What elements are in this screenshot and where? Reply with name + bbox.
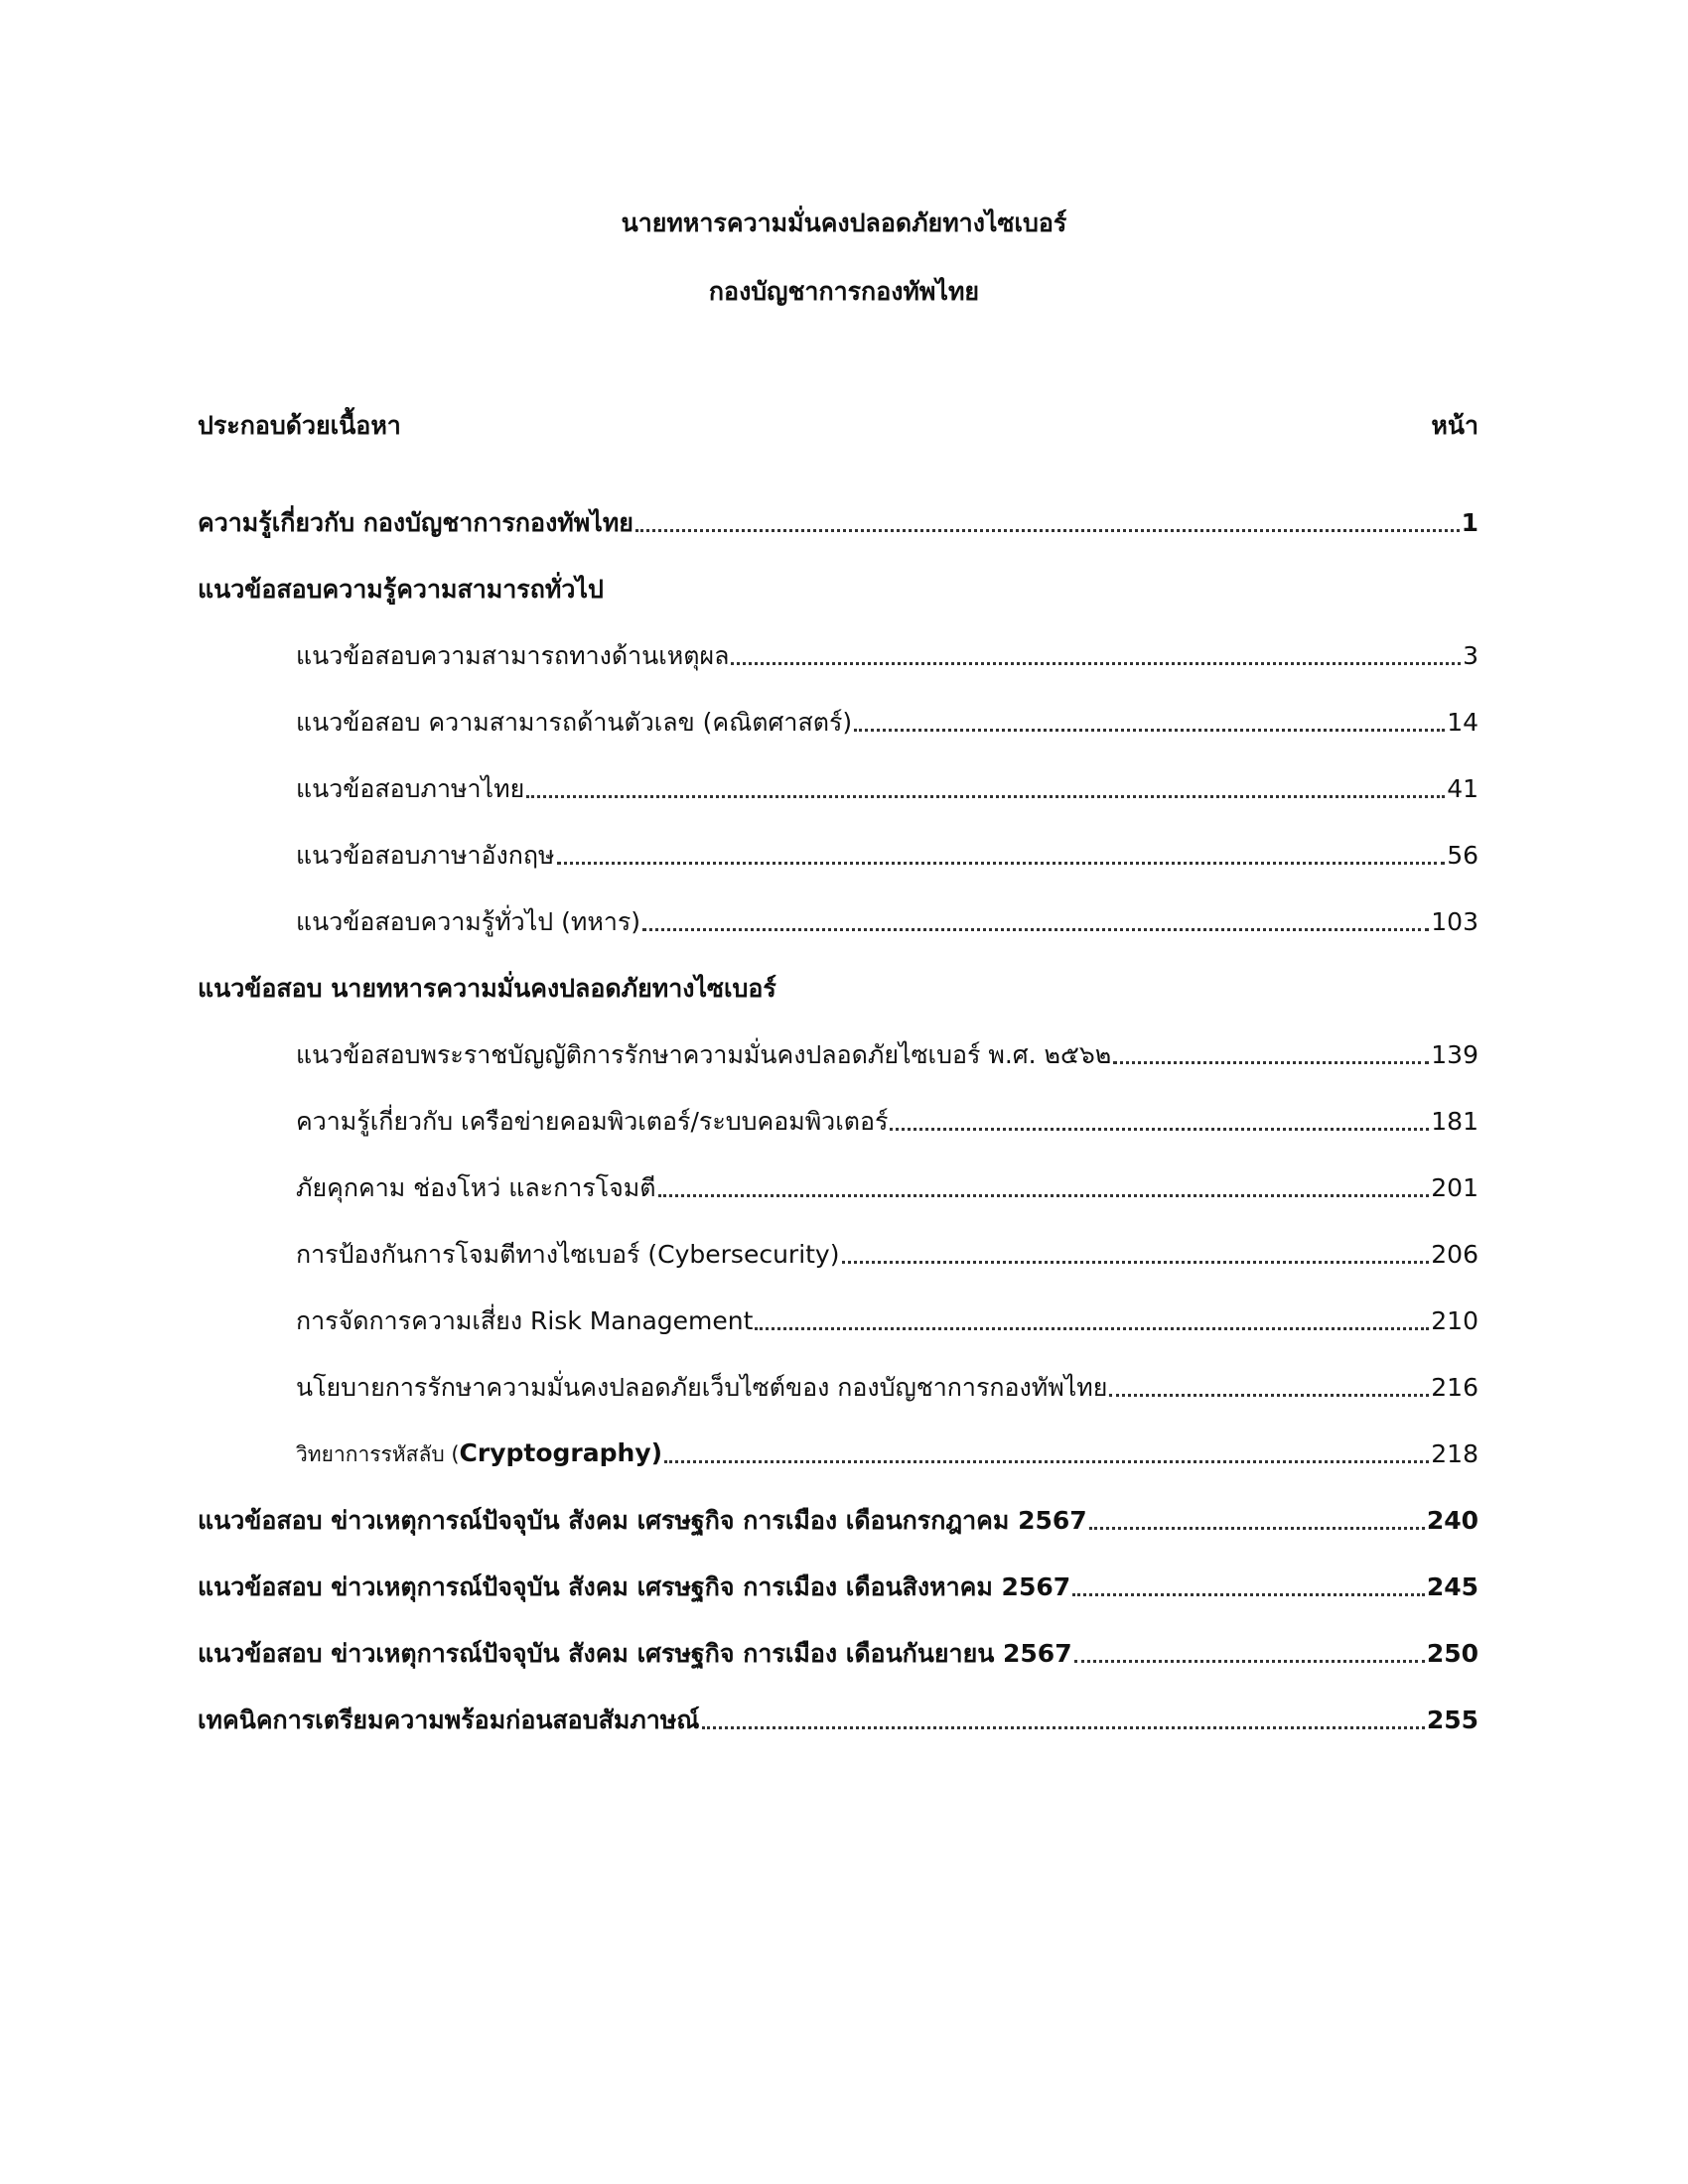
document-title: นายทหารความมั่นคงปลอดภัยทางไซเบอร์ — [621, 208, 1067, 237]
toc-page-number: 1 — [1461, 508, 1478, 537]
toc-page-number: 206 — [1431, 1240, 1478, 1269]
toc-entry-label: แนวข้อสอบความสามารถทางด้านเหตุผล — [296, 641, 730, 670]
toc-page-number: 139 — [1431, 1040, 1478, 1069]
toc-page-number: 250 — [1426, 1639, 1478, 1668]
toc-entry-interview-techniques — [198, 1702, 1478, 1737]
toc-entry-label: แนวข้อสอบ ข่าวเหตุการณ์ปัจจุบัน สังคม เศรษฐกิจ การเมือง เดือนสิงหาคม 2567 — [198, 1572, 1071, 1601]
toc-entry-news-august — [198, 1569, 1478, 1604]
toc-entry-label: การป้องกันการโจมตีทางไซเบอร์ (Cybersecurity) — [296, 1240, 840, 1269]
toc-leader-dots — [1113, 1061, 1429, 1064]
document-subtitle: กองบัญชาการกองทัพไทย — [708, 277, 980, 306]
toc-entry-risk-management — [296, 1302, 1478, 1338]
toc-entry-label: ความรู้เกี่ยวกับ กองบัญชาการกองทัพไทย — [198, 508, 633, 537]
toc-entry-label: แนวข้อสอบ ข่าวเหตุการณ์ปัจจุบัน สังคม เศรษฐกิจ การเมือง เดือนกรกฎาคม 2567 — [198, 1506, 1087, 1535]
toc-section-label: แนวข้อสอบความรู้ความสามารถทั่วไป — [198, 575, 604, 604]
toc-entry-label-strong: Cryptography) — [459, 1438, 663, 1467]
toc-page-number: 181 — [1431, 1107, 1478, 1136]
toc-entry-label: การจัดการความเสี่ยง Risk Management — [296, 1306, 754, 1335]
page-column-heading: หน้า — [1431, 411, 1478, 440]
toc-leader-dots — [1074, 1660, 1425, 1663]
toc-entry-news-september — [198, 1635, 1478, 1671]
toc-leader-dots — [635, 529, 1460, 532]
toc-leader-dots — [1072, 1593, 1425, 1596]
toc-leader-dots — [1089, 1527, 1425, 1530]
toc-leader-dots — [755, 1327, 1429, 1330]
toc-page-number: 255 — [1426, 1706, 1478, 1734]
toc-leader-dots — [731, 662, 1461, 665]
toc-entry-label: นโยบายการรักษาความมั่นคงปลอดภัยเว็บไซต์ของ กองบัญชาการกองทัพไทย — [296, 1373, 1108, 1402]
toc-page-number: 216 — [1431, 1373, 1478, 1402]
toc-entry-label: เทคนิคการเตรียมความพร้อมก่อนสอบสัมภาษณ์ — [198, 1706, 700, 1734]
toc-entry-label: แนวข้อสอบความรู้ทั่วไป (ทหาร) — [296, 907, 641, 936]
toc-leader-dots — [1109, 1394, 1429, 1397]
toc-page-number: 218 — [1431, 1439, 1478, 1468]
toc-entry-label: แนวข้อสอบภาษาอังกฤษ — [296, 841, 555, 870]
toc-entry-news-july — [198, 1502, 1478, 1538]
toc-entry-computer-network — [296, 1103, 1478, 1139]
toc-entry-reasoning — [296, 637, 1478, 673]
toc-page-number: 41 — [1447, 774, 1478, 803]
toc-entry-numerical — [296, 704, 1478, 740]
toc-section-label: แนวข้อสอบ นายทหารความมั่นคงปลอดภัยทางไซเบอร์ — [198, 974, 776, 1003]
toc-leader-dots — [842, 1261, 1430, 1264]
toc-leader-dots — [664, 1460, 1429, 1463]
toc-entry-thai-language — [296, 770, 1478, 806]
toc-leader-dots — [642, 928, 1429, 931]
toc-entry-cryptography — [296, 1435, 1478, 1471]
toc-entry-label — [296, 1436, 662, 1471]
toc-page-number: 201 — [1431, 1173, 1478, 1202]
toc-entry-website-security-policy — [296, 1369, 1478, 1405]
toc-entry-label: ความรู้เกี่ยวกับ เครือข่ายคอมพิวเตอร์/ระบบคอมพิวเตอร์ — [296, 1107, 889, 1136]
toc-entry-english-language — [296, 837, 1478, 873]
toc-entry-label: แนวข้อสอบ ความสามารถด้านตัวเลข (คณิตศาสตร์) — [296, 708, 853, 737]
toc-leader-dots — [702, 1726, 1425, 1729]
toc-entry-label-prefix: วิทยาการรหัสลับ ( — [296, 1442, 460, 1466]
toc-leader-dots — [854, 729, 1445, 732]
toc-page-number: 103 — [1431, 907, 1478, 936]
toc-entry-label: แนวข้อสอบพระราชบัญญัติการรักษาความมั่นคงปลอดภัยไซเบอร์ พ.ศ. ๒๕๖๒ — [296, 1040, 1112, 1069]
contents-heading: ประกอบด้วยเนื้อหา — [198, 411, 401, 440]
toc-leader-dots — [890, 1128, 1429, 1131]
toc-entry-general-knowledge-military — [296, 903, 1478, 939]
toc-page-number: 14 — [1447, 708, 1478, 737]
toc-entry-knowledge-rtarf — [198, 504, 1478, 540]
toc-section-general-aptitude — [198, 571, 604, 607]
toc-section-cyber-officer — [198, 970, 776, 1006]
toc-leader-dots — [658, 1194, 1430, 1197]
toc-page-number: 3 — [1463, 641, 1478, 670]
toc-page-number: 245 — [1426, 1572, 1478, 1601]
toc-leader-dots — [526, 795, 1445, 798]
toc-entry-cyber-defense — [296, 1236, 1478, 1272]
toc-entry-threats-vulnerabilities — [296, 1169, 1478, 1205]
toc-page-number: 210 — [1431, 1306, 1478, 1335]
toc-entry-label: แนวข้อสอบ ข่าวเหตุการณ์ปัจจุบัน สังคม เศรษฐกิจ การเมือง เดือนกันยายน 2567 — [198, 1639, 1072, 1668]
toc-leader-dots — [557, 862, 1446, 865]
toc-page-number: 240 — [1426, 1506, 1478, 1535]
toc-entry-label: ภัยคุกคาม ช่องโหว่ และการโจมตี — [296, 1173, 656, 1202]
toc-page-number: 56 — [1447, 841, 1478, 870]
toc-entry-label: แนวข้อสอบภาษาไทย — [296, 774, 525, 803]
toc-entry-cybersecurity-act — [296, 1036, 1478, 1072]
